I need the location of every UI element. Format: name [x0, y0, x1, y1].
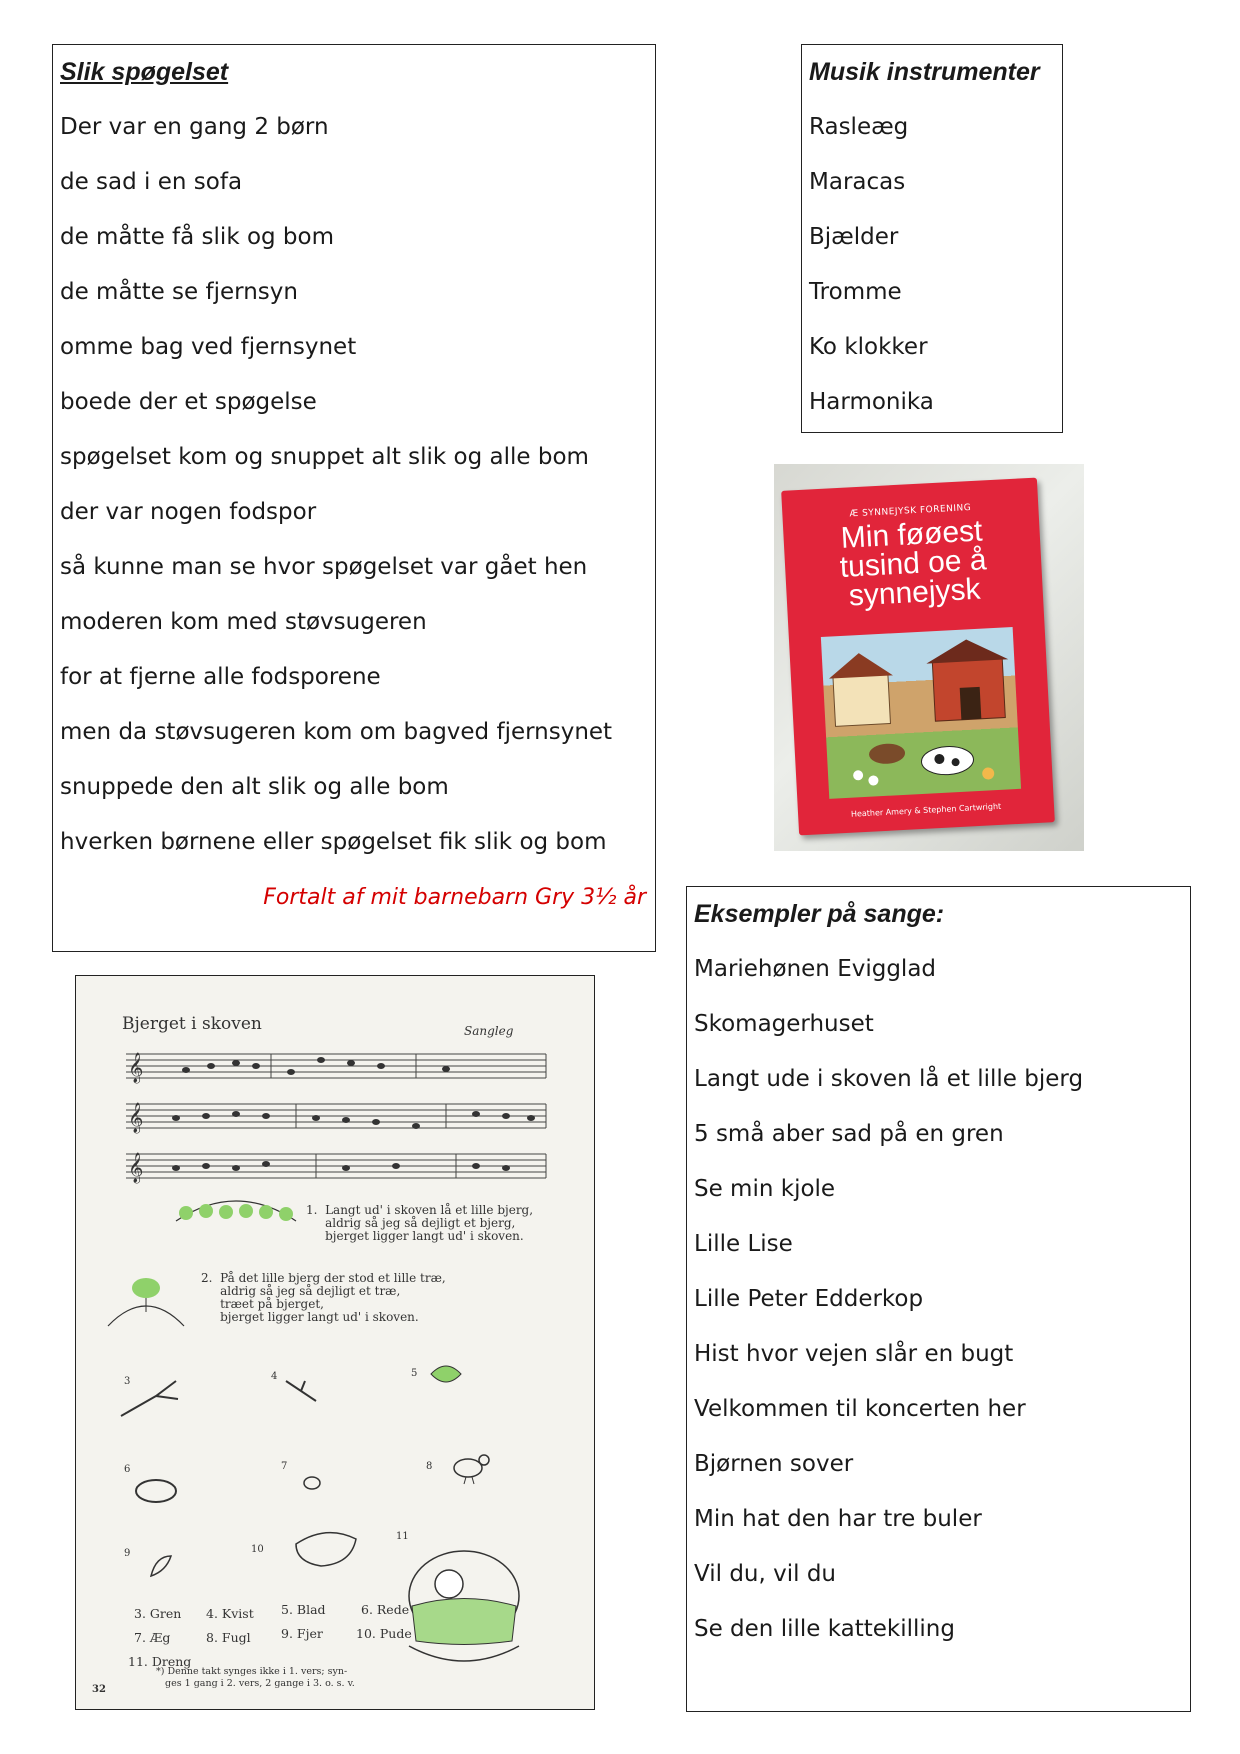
song-item: Lille Lise: [694, 1231, 793, 1257]
book-title-line: Min føøest: [840, 514, 984, 555]
branch-icon: [116, 1371, 186, 1421]
songbook-tag: Sangleg: [464, 1024, 514, 1038]
leaf-icon: [426, 1358, 466, 1390]
song-item: Langt ude i skoven lå et lille bjerg: [694, 1066, 1084, 1092]
poem-line: de måtte få slik og bom: [60, 224, 335, 250]
svg-text:𝄞: 𝄞: [128, 1103, 144, 1133]
feather-icon: [146, 1551, 176, 1581]
hill-trees-icon: [171, 1181, 301, 1231]
boy-in-bed-icon: [394, 1536, 534, 1676]
song-item: Bjørnen sover: [694, 1451, 854, 1477]
instrument-item: Ko klokker: [809, 334, 928, 360]
poem-line: de sad i en sofa: [60, 169, 243, 195]
poem-box: [52, 44, 656, 952]
song-item: Min hat den har tre buler: [694, 1506, 982, 1532]
song-item: 5 små aber sad på en gren: [694, 1121, 1004, 1147]
instrument-item: Harmonika: [809, 389, 934, 415]
poem-title: Slik spøgelset: [60, 58, 229, 86]
song-verse-2: 2. På det lille bjerg der stod et lille træ, aldrig så jeg så dejligt et træ, træet på bjerget, bjerget ligger langt ud' i skoven.: [201, 1271, 446, 1324]
word-label: 3. Gren: [134, 1606, 182, 1621]
nest-icon: [131, 1476, 181, 1506]
poem-line: for at fjerne alle fodsporene: [60, 664, 381, 690]
book-title-line: synnejysk: [848, 572, 982, 613]
song-item: Se min kjole: [694, 1176, 836, 1202]
word-label: 11. Dreng: [128, 1654, 192, 1669]
picture-number: 7: [281, 1461, 288, 1472]
songs-list: [694, 942, 1183, 1657]
songbook-footnote: *) Denne takt synges ikke i 1. vers; syn- ges 1 gang i 2. vers, 2 gange i 3. o. s. v.: [156, 1666, 355, 1689]
picture-number: 10: [251, 1544, 264, 1555]
songbook-page-number: 32: [92, 1684, 106, 1695]
pillow-icon: [291, 1524, 361, 1569]
word-label: 10. Pude: [356, 1626, 412, 1641]
picture-number: 9: [124, 1548, 131, 1559]
instrument-item: Bjælder: [809, 224, 899, 250]
farm-scene-icon: [821, 627, 1021, 799]
songs-title: Eksempler på sange:: [694, 900, 945, 928]
poem-line: de måtte se fjernsyn: [60, 279, 298, 305]
word-label: 5. Blad: [281, 1602, 326, 1617]
poem-line: spøgelset kom og snuppet alt slik og alle bom: [60, 444, 589, 470]
hill-tree-icon: [106, 1266, 186, 1328]
poem-line: så kunne man se hvor spøgelset var gået hen: [60, 554, 588, 580]
song-verse-1: 1. Langt ud' i skoven lå et lille bjerg, aldrig så jeg så dejligt et bjerg, bjerget ligger langt ud' i skoven.: [306, 1203, 534, 1243]
poem-lines: [60, 100, 648, 870]
song-item: Vil du, vil du: [694, 1561, 836, 1587]
svg-text:𝄞: 𝄞: [128, 1153, 144, 1183]
book-title: [791, 514, 1035, 613]
egg-icon: [301, 1474, 323, 1492]
instruments-list: [809, 100, 1055, 430]
song-item: Velkommen til koncerten her: [694, 1396, 1026, 1422]
instruments-title: Musik instrumenter: [809, 58, 1040, 86]
song-item: Skomagerhuset: [694, 1011, 874, 1037]
picture-number: 11: [396, 1531, 409, 1542]
song-item: Se den lille kattekilling: [694, 1616, 955, 1642]
sheet-music-icon: [116, 1046, 556, 1186]
poem-credit: Fortalt af mit barnebarn Gry 3½ år: [263, 885, 646, 910]
song-item: Hist hvor vejen slår en bugt: [694, 1341, 1014, 1367]
word-label: 7. Æg: [134, 1630, 171, 1645]
instrument-item: Tromme: [809, 279, 902, 305]
poem-line: Der var en gang 2 børn: [60, 114, 329, 140]
book-title-line: tusind oe å: [838, 543, 988, 584]
poem-line: snuppede den alt slik og alle bom: [60, 774, 449, 800]
song-item: Mariehønen Evigglad: [694, 956, 937, 982]
word-label: 8. Fugl: [206, 1630, 251, 1645]
picture-number: 8: [426, 1461, 433, 1472]
picture-number: 4: [271, 1371, 278, 1382]
picture-number: 3: [124, 1376, 131, 1387]
poem-line: men da støvsugeren kom om bagved fjernsynet: [60, 719, 613, 745]
poem-line: boede der et spøgelse: [60, 389, 317, 415]
picture-number: 6: [124, 1464, 131, 1475]
instruments-box: [801, 44, 1063, 433]
picture-number: 5: [411, 1368, 418, 1379]
songs-box: [686, 886, 1191, 1712]
farm-illustration: [821, 627, 1021, 799]
instrument-item: Rasleæg: [809, 114, 909, 140]
song-item: Lille Peter Edderkop: [694, 1286, 924, 1312]
poem-line: omme bag ved fjernsynet: [60, 334, 357, 360]
poem-line: der var nogen fodspor: [60, 499, 317, 525]
songbook-scan: [75, 975, 595, 1710]
book-cover: [781, 478, 1055, 836]
book-authors: Heather Amery & Stephen Cartwright: [850, 801, 1002, 819]
songbook-title: Bjerget i skoven: [122, 1014, 262, 1034]
word-label: 9. Fjer: [281, 1626, 323, 1641]
book-publisher: Æ SYNNEJYSK FORENING: [849, 503, 972, 520]
twig-icon: [281, 1376, 321, 1406]
svg-text:𝄞: 𝄞: [128, 1053, 144, 1083]
poem-line: moderen kom med støvsugeren: [60, 609, 427, 635]
word-label: 4. Kvist: [206, 1606, 254, 1621]
instrument-item: Maracas: [809, 169, 906, 195]
poem-line: hverken børnene eller spøgelset fik slik og bom: [60, 829, 607, 855]
word-label: 6. Rede: [361, 1602, 410, 1617]
bird-icon: [446, 1446, 496, 1486]
book-photo: [774, 464, 1084, 851]
